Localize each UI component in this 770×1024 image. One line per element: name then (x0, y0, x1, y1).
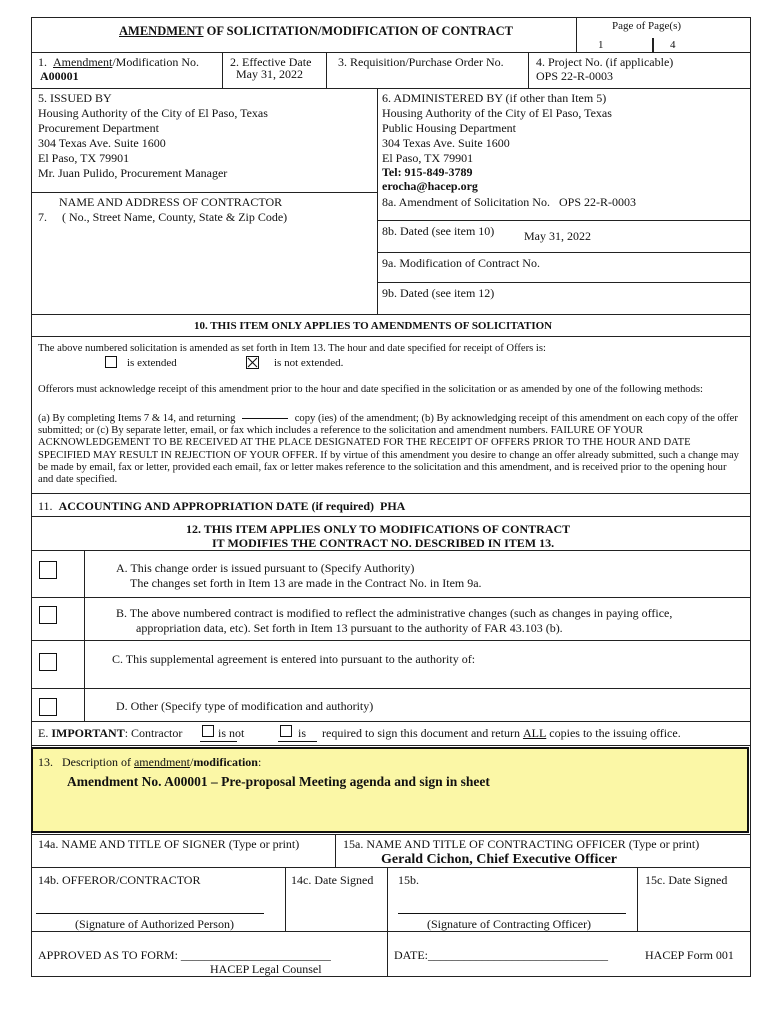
item9b-label: 9b. Dated (see item 12) (382, 286, 495, 300)
copies-blank[interactable] (242, 418, 288, 419)
project-number-value: OPS 22-R-0003 (536, 69, 614, 83)
item12-heading1: 12. THIS ITEM APPLIES ONLY TO MODIFICATIONS OF CONTRACT (186, 522, 571, 536)
option-c-line: C. This supplemental agreement is entered into pursuant to the authority of: (112, 652, 476, 666)
administered-by-line: Housing Authority of the City of El Paso, Texas (382, 106, 612, 120)
form-title (119, 24, 513, 38)
item1-label (38, 55, 199, 69)
extended-checkbox[interactable] (105, 356, 117, 368)
item13-amendment: amendment (133, 755, 190, 769)
item1-word: Amendment (53, 55, 113, 69)
legal-counsel-label: HACEP Legal Counsel (210, 962, 322, 976)
not-extended-checkbox[interactable] (246, 356, 259, 369)
is-label: is (298, 726, 307, 740)
para2-start: (a) By completing Items 7 & 14, and returning (38, 413, 236, 424)
item1-num: 1. (38, 55, 47, 69)
item8a-value: OPS 22-R-0003 (558, 195, 636, 209)
option-b-line1: B. The above numbered contract is modified to reflect the administrative changes (such as changes in paying office, (116, 606, 673, 620)
administered-by-line: Public Housing Department (382, 121, 516, 135)
item13-slash: / (189, 755, 194, 769)
is-underline (278, 741, 317, 742)
modification-number: A00001 (40, 69, 79, 83)
item10-paragraph1: Offerors must acknowledge receipt of this amendment prior to the hour and date specified in the solicitation or as amended by one of the following methods: (38, 384, 703, 395)
item13-modification: modification (193, 755, 258, 769)
item8b-value: May 31, 2022 (524, 229, 591, 243)
option-b-checkbox[interactable] (39, 606, 57, 624)
page-total: 4 (670, 39, 676, 51)
item13-colon: : (257, 755, 262, 769)
important-tail: copies to the issuing office. (549, 726, 681, 740)
issued-by-line: El Paso, TX 79901 (38, 151, 130, 165)
administered-by-line: El Paso, TX 79901 (382, 151, 474, 165)
issued-by-line: Housing Authority of the City of El Paso, Texas (38, 106, 268, 120)
item15a-label: 15a. NAME AND TITLE OF CONTRACTING OFFICER (Type or print) (343, 837, 700, 851)
option-c-checkbox[interactable] (39, 653, 57, 671)
footer-date: DATE:______________________________ (394, 948, 608, 962)
title-amendment: AMENDMENT (119, 24, 204, 38)
page-label: Page of Page(s) (612, 20, 682, 32)
approved-as-to-form: APPROVED AS TO FORM: _________________________ (38, 948, 331, 962)
contractor-label: NAME AND ADDRESS OF CONTRACTOR (59, 195, 283, 209)
item9a-label: 9a. Modification of Contract No. (382, 256, 540, 270)
administered-by-line: 304 Texas Ave. Suite 1600 (382, 136, 510, 150)
option-b-line2: appropriation data, etc). Set forth in Item 13 pursuant to the authority of FAR 43.103 (b). (136, 621, 563, 635)
is-not-checkbox[interactable] (202, 725, 214, 737)
effective-date-value: May 31, 2022 (236, 67, 303, 81)
contractor-num: 7. (38, 210, 47, 224)
effective-date-label: 2. Effective Date (230, 55, 312, 69)
issued-by-line: 304 Texas Ave. Suite 1600 (38, 136, 166, 150)
important-contractor: : Contractor (124, 726, 183, 740)
item13-desc: Description of (62, 755, 131, 769)
important-all: ALL (522, 726, 547, 740)
option-a-line1: A. This change order is issued pursuant to (Specify Authority) (116, 561, 415, 575)
issued-by-line: Procurement Department (38, 121, 159, 135)
item15c-label: 15c. Date Signed (645, 873, 728, 887)
issued-by-label: 5. ISSUED BY (38, 91, 112, 105)
important-prefix: E. (38, 726, 49, 740)
item13-num: 13. (38, 755, 53, 769)
is-checkbox[interactable] (280, 725, 292, 737)
contractor-sub: ( No., Street Name, County, State & Zip Code) (62, 210, 288, 224)
option-d-checkbox[interactable] (39, 698, 57, 716)
issued-by-line: Mr. Juan Pulido, Procurement Manager (38, 166, 228, 180)
officer-signature-line[interactable] (398, 913, 626, 914)
item11-text: ACCOUNTING AND APPROPRIATION DATE (if required) (58, 499, 375, 513)
requisition-label: 3. Requisition/Purchase Order No. (338, 55, 504, 69)
important-bold: IMPORTANT (51, 726, 125, 740)
check-x-icon (247, 357, 258, 368)
page-number: 1 (598, 39, 604, 51)
item8b-label: 8b. Dated (see item 10) (382, 224, 495, 238)
item8a-text: 8a. Amendment of Solicitation No. (382, 195, 550, 209)
is-not-underline (200, 741, 237, 742)
item15b-label: 15b. (398, 873, 419, 887)
item12-heading2: IT MODIFIES THE CONTRACT NO. DESCRIBED IN ITEM 13. (212, 536, 555, 550)
item8a-label (382, 195, 636, 209)
item11-value: PHA (380, 499, 406, 513)
administered-by-label: 6. ADMINISTERED BY (if other than Item 5) (382, 91, 607, 105)
item10-paragraph2 (38, 413, 744, 486)
important-rest (322, 726, 681, 740)
important-rest-text: required to sign this document and return (322, 726, 520, 740)
item14a-label: 14a. NAME AND TITLE OF SIGNER (Type or print) (38, 837, 300, 851)
item14b-label: 14b. OFFEROR/CONTRACTOR (38, 873, 201, 887)
not-extended-label: is not extended. (274, 357, 344, 369)
item1-rest: /Modification No. (112, 55, 199, 69)
option-a-line2: The changes set forth in Item 13 are made in the Contract No. in Item 9a. (130, 576, 482, 590)
administered-by-tel: Tel: 915-849-3789 (382, 165, 473, 179)
important-line (38, 726, 182, 740)
extended-label: is extended (127, 357, 177, 369)
title-rest: OF SOLICITATION/MODIFICATION OF CONTRACT (203, 24, 514, 38)
item11-label (38, 499, 405, 513)
item11-num: 11. (38, 499, 53, 513)
contracting-officer-name: Gerald Cichon, Chief Executive Officer (381, 852, 618, 867)
option-a-checkbox[interactable] (39, 561, 57, 579)
option-d-line: D. Other (Specify type of modification and authority) (116, 699, 374, 713)
item14c-label: 14c. Date Signed (291, 873, 374, 887)
item10-intro: The above numbered solicitation is amended as set forth in Item 13. The hour and date specified for receipt of Offers is: (38, 343, 546, 354)
is-not-label: is not (218, 726, 245, 740)
form-number: HACEP Form 001 (645, 948, 734, 962)
item13-value: Amendment No. A00001 – Pre-proposal Meeting agenda and sign in sheet (67, 774, 490, 789)
para2-rest: copy (ies) of the amendment; (b) By acknowledging receipt of this amendment on each copy of the offer submitted; or (c) By separate letter, email, or fax which includes a reference to the solicitation and amendment numbers. FAILURE OF YOUR ACKNOWLEDGEMENT TO BE RECEIVED AT THE PLACE DESIGNATED FOR THE RECEIPT OF OFFERS PRIOR TO THE HOUR AND DATE SPECIFIED MAY RESULT IN REJECTION OF YOUR OFFER. If by virtue of this amendment you desire to change an offer already submitted, such a change may be made by email, fax or letter, provided each email, fax or letter makes reference to the solicitation and this amendment, and is received prior to the opening hour and date specified. (38, 413, 739, 486)
officer-signature-label: (Signature of Contracting Officer) (427, 917, 592, 931)
item13-label (38, 755, 261, 769)
offeror-signature-line[interactable] (36, 913, 264, 914)
item10-heading: 10. THIS ITEM ONLY APPLIES TO AMENDMENTS OF SOLICITATION (194, 320, 553, 332)
project-number-label: 4. Project No. (if applicable) (536, 55, 674, 69)
administered-by-email[interactable]: erocha@hacep.org (382, 179, 478, 193)
offeror-signature-label: (Signature of Authorized Person) (75, 917, 234, 931)
